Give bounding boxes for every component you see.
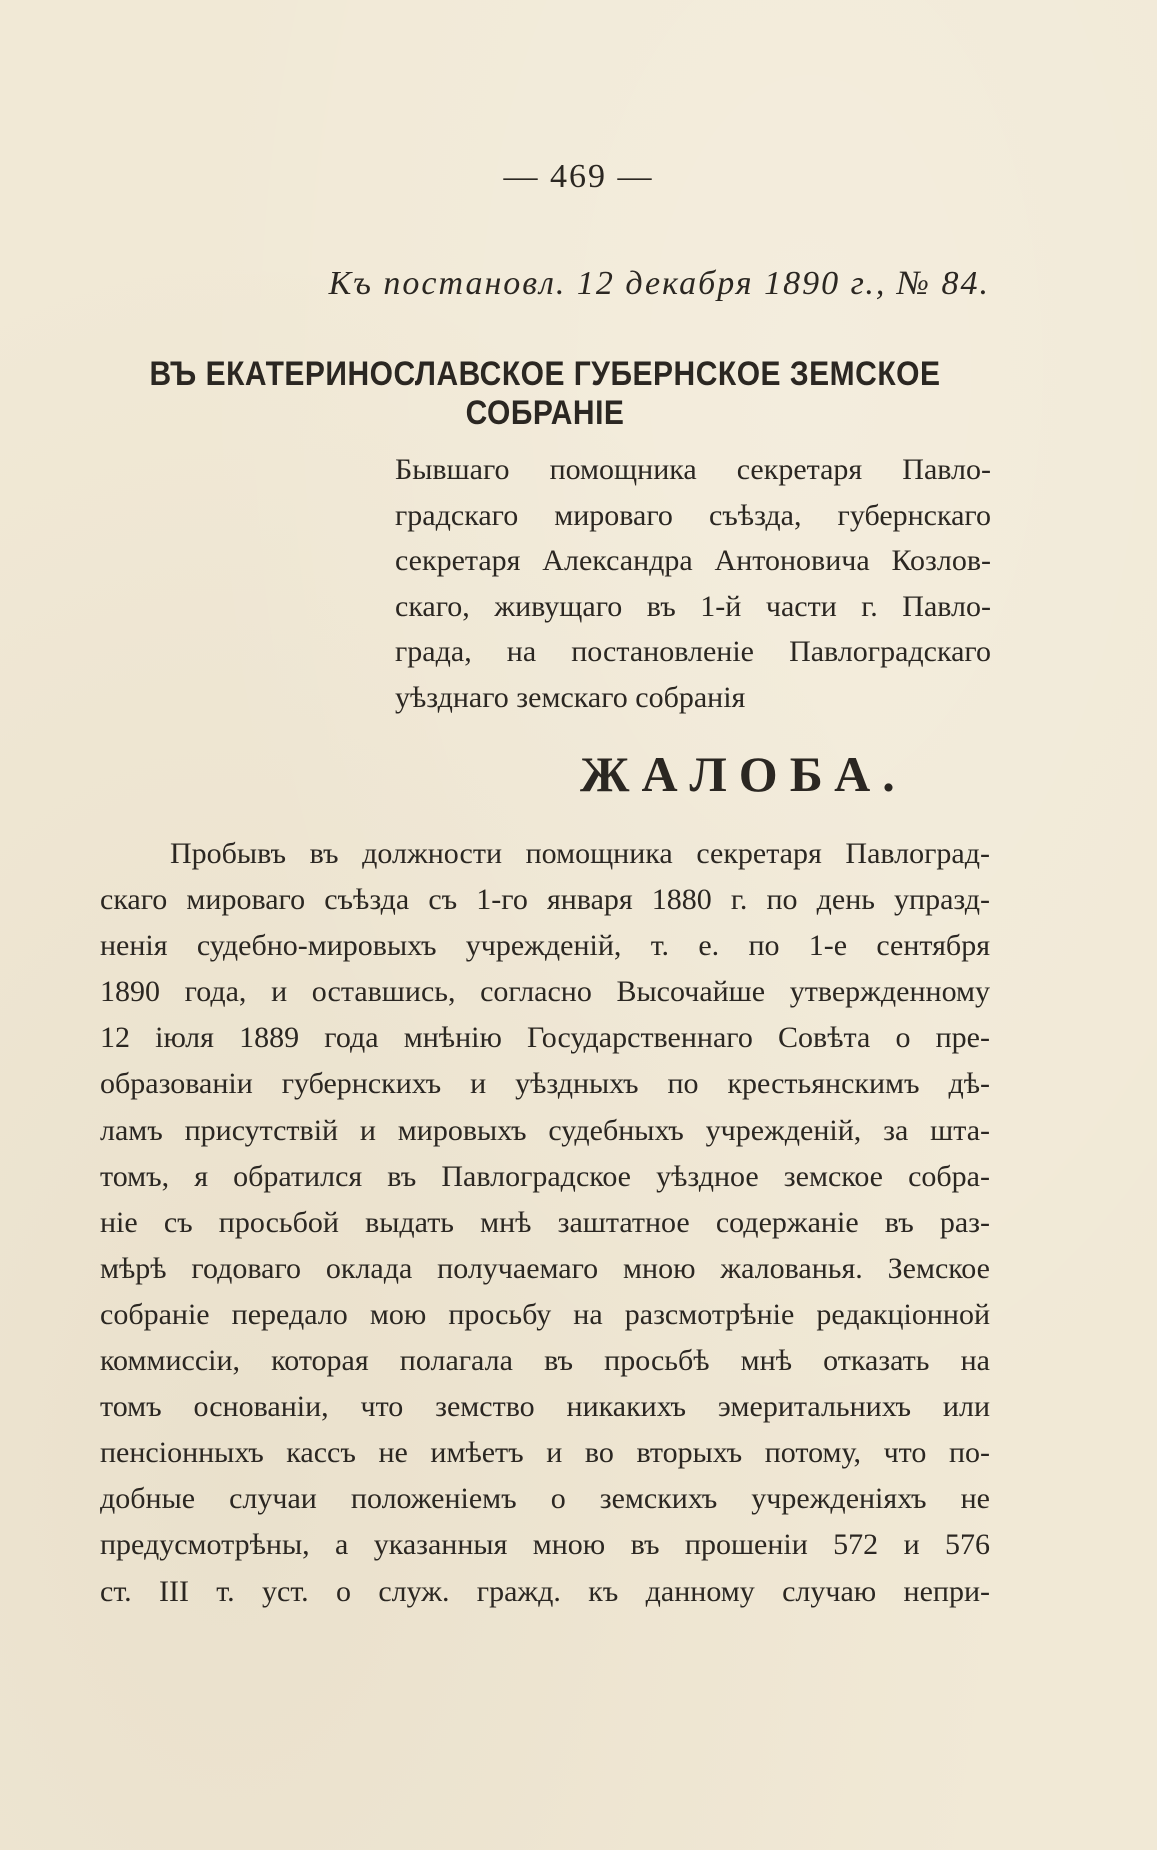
body-line: мѣрѣ годоваго оклада получаемаго мною жалованья. Земское <box>100 1251 990 1285</box>
body-line: добные случаи положеніемъ о земскихъ учрежденіяхъ не <box>100 1482 990 1516</box>
petitioner-line: секретаря Александра Антоновича Козлов- <box>395 544 991 577</box>
body-line: томъ, я обратился въ Павлоградское уѣздное земское собра- <box>100 1159 990 1193</box>
body-line: ламъ присутствій и мировыхъ судебныхъ учрежденій, за шта- <box>100 1113 990 1147</box>
body-line: скаго мироваго съѣзда съ 1-го января 1880 г. по день упразд- <box>100 883 990 917</box>
body-line: предусмотрѣны, а указанныя мною въ прошеніи 572 и 576 <box>100 1528 990 1562</box>
petitioner-block <box>395 447 991 720</box>
body-line: 1890 года, и оставшись, согласно Высочайше утвержденному <box>100 975 990 1009</box>
petitioner-line: града, на постановленіе Павлоградскаго <box>395 635 991 668</box>
petitioner-line: скаго, живущаго въ 1-й части г. Павло- <box>395 589 991 623</box>
body-paragraph <box>100 831 990 1615</box>
petitioner-line: уѣзднаго земскаго собранія <box>395 680 746 714</box>
body-line: собраніе передало мою просьбу на разсмотрѣніе редакціонной <box>100 1297 990 1331</box>
body-line: пенсіонныхъ кассъ не имѣетъ и во вторыхъ потому, что по- <box>100 1436 990 1470</box>
body-line: Пробывъ въ должности помощника секретаря Павлоград- <box>170 837 990 870</box>
page-number: — 469 — <box>503 158 654 195</box>
body-line: 12 іюля 1889 года мнѣнію Государственнаго Совѣта о пре- <box>100 1021 990 1055</box>
resolution-reference: Къ постановл. 12 декабря 1890 г., № 84. <box>328 265 990 302</box>
petitioner-line: градскаго мироваго съѣзда, губернскаго <box>395 498 991 532</box>
addressee-heading: ВЪ ЕКАТЕРИНОСЛАВСКОЕ ГУБЕРНСКОЕ ЗЕМСКОЕ СОБРАНІЕ <box>149 355 941 433</box>
body-line: образованіи губернскихъ и уѣздныхъ по крестьянскимъ дѣ- <box>100 1067 990 1101</box>
body-line: ненія судебно-мировыхъ учрежденій, т. е. по 1-е сентября <box>100 929 990 963</box>
body-line: ніе съ просьбой выдать мнѣ заштатное содержаніе въ раз- <box>100 1205 990 1239</box>
body-line: коммиссіи, которая полагала въ просьбѣ мнѣ отказать на <box>100 1344 990 1378</box>
document-title: ЖАЛОБА. <box>580 746 907 802</box>
petitioner-line: Бывшаго помощника секретаря Павло- <box>395 453 991 486</box>
body-line: ст. III т. уст. о служ. гражд. къ данному случаю непри- <box>100 1574 990 1608</box>
body-line: томъ основаніи, что земство никакихъ эмеритальнихъ или <box>100 1390 990 1424</box>
